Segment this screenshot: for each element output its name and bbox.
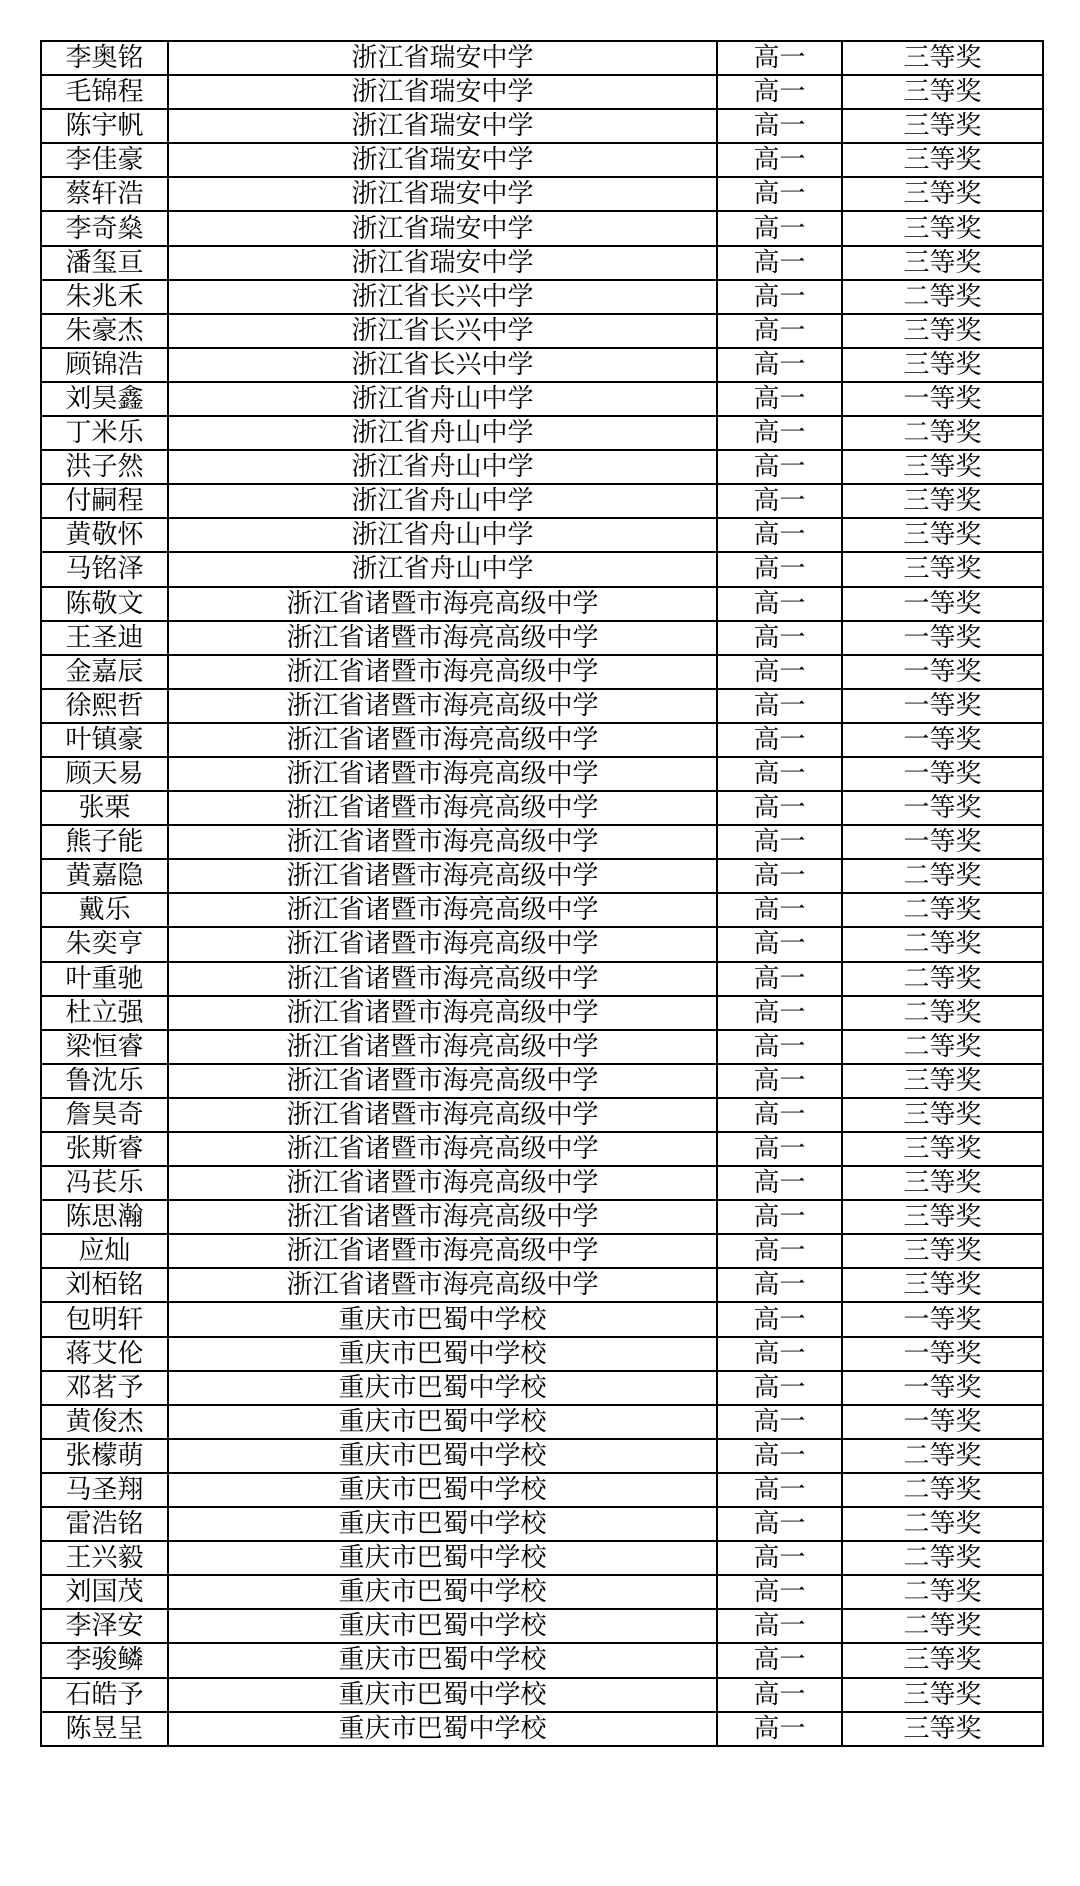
grade-cell: 高一: [717, 587, 842, 621]
student-name-cell: 张栗: [41, 791, 168, 825]
table-row: [41, 484, 1043, 518]
student-name-cell: 马铭泽: [41, 552, 168, 586]
table-row: [41, 1268, 1043, 1302]
table-row: [41, 211, 1043, 245]
student-name-cell: 朱豪杰: [41, 314, 168, 348]
student-name-cell: 李奇燊: [41, 211, 168, 245]
grade-cell: 高一: [717, 1473, 842, 1507]
grade-cell: 高一: [717, 1064, 842, 1098]
award-cell: 三等奖: [842, 450, 1043, 484]
grade-cell: 高一: [717, 1575, 842, 1609]
student-name-cell: 张檬萌: [41, 1439, 168, 1473]
table-row: [41, 1405, 1043, 1439]
grade-cell: 高一: [717, 1132, 842, 1166]
award-cell: 三等奖: [842, 314, 1043, 348]
grade-cell: 高一: [717, 1030, 842, 1064]
school-cell: 浙江省舟山中学: [168, 450, 717, 484]
grade-cell: 高一: [717, 1609, 842, 1643]
grade-cell: 高一: [717, 962, 842, 996]
school-cell: 重庆市巴蜀中学校: [168, 1609, 717, 1643]
grade-cell: 高一: [717, 1268, 842, 1302]
student-name-cell: 马圣翔: [41, 1473, 168, 1507]
award-cell: 一等奖: [842, 757, 1043, 791]
student-name-cell: 王兴毅: [41, 1541, 168, 1575]
grade-cell: 高一: [717, 314, 842, 348]
table-row: [41, 280, 1043, 314]
school-cell: 浙江省诸暨市海亮高级中学: [168, 996, 717, 1030]
grade-cell: 高一: [717, 348, 842, 382]
table-row: [41, 1200, 1043, 1234]
table-row: [41, 1712, 1043, 1746]
school-cell: 浙江省诸暨市海亮高级中学: [168, 587, 717, 621]
school-cell: 浙江省诸暨市海亮高级中学: [168, 1064, 717, 1098]
student-name-cell: 顾锦浩: [41, 348, 168, 382]
table-row: [41, 1030, 1043, 1064]
student-name-cell: 李奥铭: [41, 41, 168, 75]
school-cell: 浙江省瑞安中学: [168, 75, 717, 109]
grade-cell: 高一: [717, 1678, 842, 1712]
school-cell: 浙江省诸暨市海亮高级中学: [168, 791, 717, 825]
award-cell: 二等奖: [842, 1507, 1043, 1541]
school-cell: 浙江省诸暨市海亮高级中学: [168, 621, 717, 655]
student-name-cell: 陈昱呈: [41, 1712, 168, 1746]
school-cell: 浙江省诸暨市海亮高级中学: [168, 1098, 717, 1132]
school-cell: 浙江省瑞安中学: [168, 143, 717, 177]
student-name-cell: 丁米乐: [41, 416, 168, 450]
school-cell: 重庆市巴蜀中学校: [168, 1405, 717, 1439]
school-cell: 浙江省诸暨市海亮高级中学: [168, 893, 717, 927]
grade-cell: 高一: [717, 689, 842, 723]
grade-cell: 高一: [717, 1405, 842, 1439]
student-name-cell: 陈敬文: [41, 587, 168, 621]
table-row: [41, 1132, 1043, 1166]
award-cell: 二等奖: [842, 1473, 1043, 1507]
grade-cell: 高一: [717, 893, 842, 927]
award-cell: 三等奖: [842, 484, 1043, 518]
award-cell: 一等奖: [842, 791, 1043, 825]
award-cell: 三等奖: [842, 1132, 1043, 1166]
school-cell: 重庆市巴蜀中学校: [168, 1541, 717, 1575]
school-cell: 浙江省诸暨市海亮高级中学: [168, 1166, 717, 1200]
table-row: [41, 996, 1043, 1030]
school-cell: 浙江省舟山中学: [168, 552, 717, 586]
award-cell: 三等奖: [842, 1064, 1043, 1098]
table-row: [41, 859, 1043, 893]
award-cell: 三等奖: [842, 211, 1043, 245]
award-cell: 二等奖: [842, 927, 1043, 961]
school-cell: 浙江省诸暨市海亮高级中学: [168, 1200, 717, 1234]
school-cell: 浙江省长兴中学: [168, 314, 717, 348]
school-cell: 浙江省长兴中学: [168, 348, 717, 382]
student-name-cell: 付嗣程: [41, 484, 168, 518]
student-name-cell: 陈思瀚: [41, 1200, 168, 1234]
table-row: [41, 382, 1043, 416]
school-cell: 浙江省瑞安中学: [168, 211, 717, 245]
grade-cell: 高一: [717, 484, 842, 518]
table-row: [41, 143, 1043, 177]
table-row: [41, 109, 1043, 143]
grade-cell: 高一: [717, 1643, 842, 1677]
school-cell: 浙江省瑞安中学: [168, 177, 717, 211]
grade-cell: 高一: [717, 416, 842, 450]
student-name-cell: 潘玺亘: [41, 246, 168, 280]
award-cell: 一等奖: [842, 1337, 1043, 1371]
table-row: [41, 246, 1043, 280]
table-row: [41, 450, 1043, 484]
school-cell: 浙江省诸暨市海亮高级中学: [168, 1132, 717, 1166]
student-name-cell: 金嘉辰: [41, 655, 168, 689]
grade-cell: 高一: [717, 1371, 842, 1405]
table-row: [41, 552, 1043, 586]
table-row: [41, 655, 1043, 689]
award-cell: 三等奖: [842, 1098, 1043, 1132]
student-name-cell: 黄嘉隐: [41, 859, 168, 893]
school-cell: 浙江省诸暨市海亮高级中学: [168, 723, 717, 757]
grade-cell: 高一: [717, 859, 842, 893]
award-cell: 三等奖: [842, 109, 1043, 143]
grade-cell: 高一: [717, 1337, 842, 1371]
table-row: [41, 1643, 1043, 1677]
award-cell: 三等奖: [842, 1712, 1043, 1746]
grade-cell: 高一: [717, 211, 842, 245]
table-row: [41, 314, 1043, 348]
award-cell: 一等奖: [842, 723, 1043, 757]
table-row: [41, 1507, 1043, 1541]
award-cell: 二等奖: [842, 1609, 1043, 1643]
grade-cell: 高一: [717, 621, 842, 655]
award-cell: 一等奖: [842, 587, 1043, 621]
award-cell: 三等奖: [842, 1643, 1043, 1677]
award-cell: 一等奖: [842, 825, 1043, 859]
student-name-cell: 朱奕亨: [41, 927, 168, 961]
grade-cell: 高一: [717, 75, 842, 109]
grade-cell: 高一: [717, 177, 842, 211]
award-cell: 三等奖: [842, 518, 1043, 552]
student-name-cell: 邓茗予: [41, 1371, 168, 1405]
award-cell: 三等奖: [842, 143, 1043, 177]
student-name-cell: 洪子然: [41, 450, 168, 484]
grade-cell: 高一: [717, 996, 842, 1030]
award-cell: 三等奖: [842, 1234, 1043, 1268]
award-cell: 一等奖: [842, 689, 1043, 723]
table-row: [41, 1064, 1043, 1098]
school-cell: 浙江省舟山中学: [168, 382, 717, 416]
table-row: [41, 1166, 1043, 1200]
school-cell: 浙江省诸暨市海亮高级中学: [168, 962, 717, 996]
grade-cell: 高一: [717, 1200, 842, 1234]
award-cell: 一等奖: [842, 382, 1043, 416]
table-row: [41, 621, 1043, 655]
award-cell: 二等奖: [842, 1439, 1043, 1473]
award-cell: 一等奖: [842, 1405, 1043, 1439]
grade-cell: 高一: [717, 518, 842, 552]
table-row: [41, 348, 1043, 382]
table-row: [41, 587, 1043, 621]
grade-cell: 高一: [717, 1541, 842, 1575]
student-name-cell: 黄敬怀: [41, 518, 168, 552]
table-row: [41, 518, 1043, 552]
table-row: [41, 791, 1043, 825]
grade-cell: 高一: [717, 1302, 842, 1336]
table-row: [41, 1473, 1043, 1507]
student-name-cell: 徐熙哲: [41, 689, 168, 723]
school-cell: 重庆市巴蜀中学校: [168, 1712, 717, 1746]
award-cell: 二等奖: [842, 893, 1043, 927]
student-name-cell: 戴乐: [41, 893, 168, 927]
grade-cell: 高一: [717, 143, 842, 177]
school-cell: 重庆市巴蜀中学校: [168, 1473, 717, 1507]
grade-cell: 高一: [717, 757, 842, 791]
school-cell: 重庆市巴蜀中学校: [168, 1371, 717, 1405]
student-name-cell: 毛锦程: [41, 75, 168, 109]
grade-cell: 高一: [717, 382, 842, 416]
table-row: [41, 893, 1043, 927]
award-cell: 一等奖: [842, 1371, 1043, 1405]
award-cell: 三等奖: [842, 1166, 1043, 1200]
student-name-cell: 朱兆禾: [41, 280, 168, 314]
student-name-cell: 李佳豪: [41, 143, 168, 177]
award-cell: 二等奖: [842, 962, 1043, 996]
award-cell: 一等奖: [842, 621, 1043, 655]
student-name-cell: 陈宇帆: [41, 109, 168, 143]
school-cell: 重庆市巴蜀中学校: [168, 1678, 717, 1712]
student-name-cell: 蔡轩浩: [41, 177, 168, 211]
table-row: [41, 1337, 1043, 1371]
student-name-cell: 刘国茂: [41, 1575, 168, 1609]
award-cell: 三等奖: [842, 75, 1043, 109]
award-cell: 二等奖: [842, 416, 1043, 450]
table-row: [41, 927, 1043, 961]
award-cell: 三等奖: [842, 41, 1043, 75]
grade-cell: 高一: [717, 723, 842, 757]
student-name-cell: 叶重驰: [41, 962, 168, 996]
school-cell: 重庆市巴蜀中学校: [168, 1337, 717, 1371]
award-cell: 三等奖: [842, 552, 1043, 586]
student-name-cell: 雷浩铭: [41, 1507, 168, 1541]
grade-cell: 高一: [717, 1507, 842, 1541]
school-cell: 重庆市巴蜀中学校: [168, 1302, 717, 1336]
student-name-cell: 梁恒睿: [41, 1030, 168, 1064]
student-name-cell: 蒋艾伦: [41, 1337, 168, 1371]
student-name-cell: 鲁沈乐: [41, 1064, 168, 1098]
student-name-cell: 熊子能: [41, 825, 168, 859]
grade-cell: 高一: [717, 246, 842, 280]
student-name-cell: 张斯睿: [41, 1132, 168, 1166]
grade-cell: 高一: [717, 280, 842, 314]
school-cell: 重庆市巴蜀中学校: [168, 1439, 717, 1473]
award-table: [40, 40, 1044, 1747]
grade-cell: 高一: [717, 450, 842, 484]
grade-cell: 高一: [717, 927, 842, 961]
school-cell: 浙江省诸暨市海亮高级中学: [168, 859, 717, 893]
grade-cell: 高一: [717, 109, 842, 143]
school-cell: 浙江省诸暨市海亮高级中学: [168, 927, 717, 961]
award-cell: 三等奖: [842, 177, 1043, 211]
award-cell: 二等奖: [842, 996, 1043, 1030]
grade-cell: 高一: [717, 1439, 842, 1473]
student-name-cell: 叶镇豪: [41, 723, 168, 757]
table-row: [41, 1439, 1043, 1473]
school-cell: 浙江省瑞安中学: [168, 109, 717, 143]
table-row: [41, 1541, 1043, 1575]
award-cell: 三等奖: [842, 1200, 1043, 1234]
school-cell: 重庆市巴蜀中学校: [168, 1643, 717, 1677]
student-name-cell: 石皓予: [41, 1678, 168, 1712]
school-cell: 浙江省舟山中学: [168, 416, 717, 450]
school-cell: 重庆市巴蜀中学校: [168, 1507, 717, 1541]
school-cell: 重庆市巴蜀中学校: [168, 1575, 717, 1609]
school-cell: 浙江省瑞安中学: [168, 41, 717, 75]
student-name-cell: 刘昊鑫: [41, 382, 168, 416]
school-cell: 浙江省诸暨市海亮高级中学: [168, 655, 717, 689]
student-name-cell: 李骏鳞: [41, 1643, 168, 1677]
grade-cell: 高一: [717, 1712, 842, 1746]
student-name-cell: 应灿: [41, 1234, 168, 1268]
grade-cell: 高一: [717, 825, 842, 859]
grade-cell: 高一: [717, 1098, 842, 1132]
school-cell: 浙江省诸暨市海亮高级中学: [168, 1030, 717, 1064]
table-row: [41, 962, 1043, 996]
table-row: [41, 177, 1043, 211]
school-cell: 浙江省诸暨市海亮高级中学: [168, 757, 717, 791]
grade-cell: 高一: [717, 1234, 842, 1268]
table-row: [41, 416, 1043, 450]
table-row: [41, 689, 1043, 723]
school-cell: 浙江省诸暨市海亮高级中学: [168, 1234, 717, 1268]
award-cell: 三等奖: [842, 348, 1043, 382]
award-cell: 二等奖: [842, 1030, 1043, 1064]
grade-cell: 高一: [717, 41, 842, 75]
student-name-cell: 李泽安: [41, 1609, 168, 1643]
school-cell: 浙江省诸暨市海亮高级中学: [168, 1268, 717, 1302]
student-name-cell: 王圣迪: [41, 621, 168, 655]
student-name-cell: 黄俊杰: [41, 1405, 168, 1439]
award-cell: 三等奖: [842, 246, 1043, 280]
grade-cell: 高一: [717, 1166, 842, 1200]
table-row: [41, 1609, 1043, 1643]
award-cell: 二等奖: [842, 1541, 1043, 1575]
student-name-cell: 詹昊奇: [41, 1098, 168, 1132]
school-cell: 浙江省舟山中学: [168, 518, 717, 552]
award-cell: 三等奖: [842, 1268, 1043, 1302]
school-cell: 浙江省舟山中学: [168, 484, 717, 518]
grade-cell: 高一: [717, 655, 842, 689]
student-name-cell: 刘栢铭: [41, 1268, 168, 1302]
table-row: [41, 1302, 1043, 1336]
award-table-body: [41, 41, 1043, 1746]
school-cell: 浙江省长兴中学: [168, 280, 717, 314]
table-row: [41, 75, 1043, 109]
table-row: [41, 757, 1043, 791]
table-row: [41, 1234, 1043, 1268]
table-row: [41, 1678, 1043, 1712]
table-row: [41, 1371, 1043, 1405]
award-cell: 三等奖: [842, 1678, 1043, 1712]
table-row: [41, 41, 1043, 75]
award-cell: 二等奖: [842, 280, 1043, 314]
school-cell: 浙江省诸暨市海亮高级中学: [168, 825, 717, 859]
student-name-cell: 顾天易: [41, 757, 168, 791]
grade-cell: 高一: [717, 552, 842, 586]
table-row: [41, 1575, 1043, 1609]
school-cell: 浙江省瑞安中学: [168, 246, 717, 280]
award-cell: 二等奖: [842, 1575, 1043, 1609]
award-cell: 一等奖: [842, 1302, 1043, 1336]
student-name-cell: 包明轩: [41, 1302, 168, 1336]
student-name-cell: 冯苌乐: [41, 1166, 168, 1200]
table-row: [41, 825, 1043, 859]
student-name-cell: 杜立强: [41, 996, 168, 1030]
award-cell: 二等奖: [842, 859, 1043, 893]
school-cell: 浙江省诸暨市海亮高级中学: [168, 689, 717, 723]
table-row: [41, 723, 1043, 757]
grade-cell: 高一: [717, 791, 842, 825]
award-cell: 一等奖: [842, 655, 1043, 689]
table-row: [41, 1098, 1043, 1132]
